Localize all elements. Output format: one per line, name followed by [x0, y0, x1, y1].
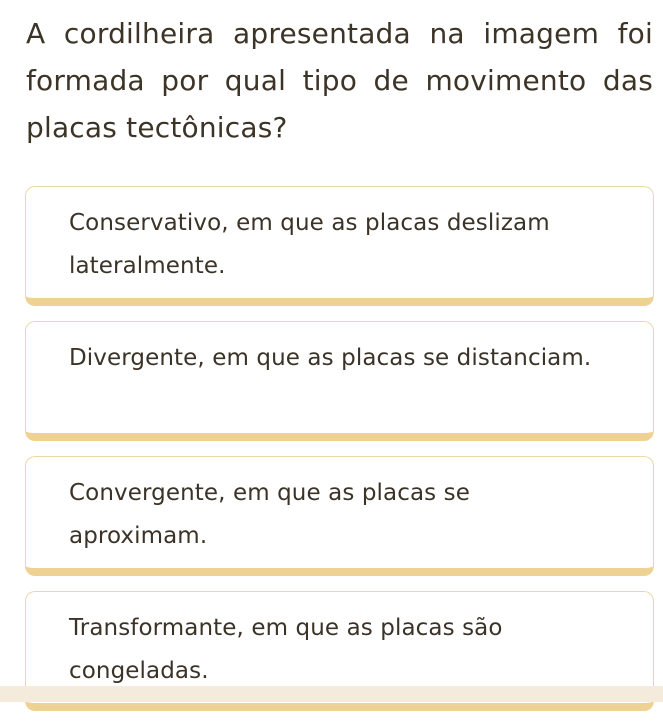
- bottom-bar: [0, 686, 663, 702]
- answer-option-text: Transformante, em que as placas são congeladas.: [69, 615, 503, 684]
- answer-option-text: Convergente, em que as placas se aproximam.: [69, 480, 470, 549]
- answer-options: [25, 186, 654, 726]
- answer-option-text: Divergente, em que as placas se distanciam.: [69, 345, 592, 371]
- answer-option-a[interactable]: [25, 186, 654, 306]
- answer-option-b[interactable]: [25, 321, 654, 441]
- answer-option-text: Conservativo, em que as placas deslizam lateralmente.: [69, 210, 550, 279]
- question-text: A cordilheira apresentada na imagem foi formada por qual tipo de movimento das placas tectônicas?: [26, 17, 653, 144]
- answer-option-c[interactable]: [25, 456, 654, 576]
